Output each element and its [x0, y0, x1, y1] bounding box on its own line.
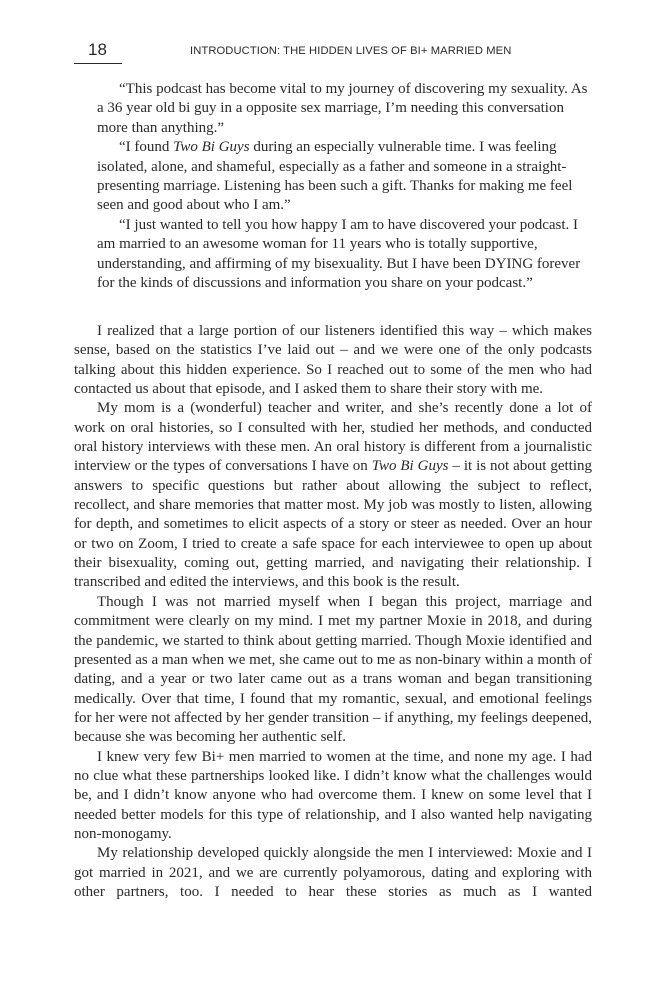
running-title: INTRODUCTION: THE HIDDEN LIVES OF BI+ MARRIED MEN	[190, 45, 512, 57]
page-number-rule	[74, 63, 122, 64]
body-text	[74, 322, 592, 902]
page-number: 18	[88, 40, 107, 59]
listener-quote: “I just wanted to tell you how happy I am to have discovered your podcast. I am married to an awesome woman for 11 years who is totally supportive, understanding, and affirming of my bisexuality. But I have been DYING forever for the kinds of discussions and information you share on your podcast.”	[97, 216, 581, 292]
page-header	[74, 40, 594, 66]
body-paragraph: My relationship developed quickly alongside the men I interviewed: Moxie and I got married in 2021, and we are currently polyamorous, dating and exploring with other partners, too. I needed to hear these stories as much as I wanted	[74, 845, 592, 900]
podcast-title: Two Bi Guys	[173, 139, 250, 156]
body-paragraph: Though I was not married myself when I began this project, marriage and commitment were clearly on my mind. I met my partner Moxie in 2018, and during the pandemic, we started to think about getting married. Though Moxie identified and presented as a man when we met, she came out to me as non-binary within a month of dating, and a year or two later came out as a trans woman and began transitioning medically. Over that time, I found that my romantic, sexual, and emotional feelings for her were not affected by her gender transition – if anything, my feelings deepened, because she was becoming her authentic self.	[74, 593, 592, 746]
podcast-title: Two Bi Guys	[371, 458, 449, 475]
body-paragraph: My mom is a (wonderful) teacher and writer, and she’s recently done a lot of work on oral histories, so I consulted with her, studied her methods, and conducted oral history interviews with these men. An oral history is different from a journalistic interview or the types of conversations I have on Two Bi Guys – it is not about getting answers to specific questions but rather about allowing the subject to reflect, recollect, and share memories that matter most. My job was mostly to listen, allowing for depth, and sometimes to elicit aspects of a story or steer as needed. Over an hour or two on Zoom, I tried to create a safe space for each interviewee to open up about their bisexuality, coming out, getting married, and navigating their relationship. I transcribed and edited the interviews, and this book is the result.	[74, 400, 592, 591]
listener-quotes	[97, 80, 592, 293]
listener-quote: “I found Two Bi Guys during an especially vulnerable time. I was feeling isolated, alone, and shameful, especially as a father and someone in a straight-presenting marriage. Listening has been such a gift. Thanks for making me feel seen and good about who I am.”	[97, 139, 573, 214]
body-paragraph: I knew very few Bi+ men married to women at the time, and none my age. I had no clue what these partnerships looked like. I didn’t know what the challenges would be, and I didn’t know anyone who had overcome them. I knew on some level that I needed better models for this type of relationship, and I also wanted help navigating non-monogamy.	[74, 748, 592, 842]
body-paragraph: I realized that a large portion of our listeners identified this way – which makes sense, based on the statistics I’ve laid out – and we were one of the only podcasts talking about this hidden experience. So I reached out to some of the men who had contacted us about that episode, and I asked them to share their story with me.	[74, 323, 592, 398]
listener-quote: “This podcast has become vital to my journey of discovering my sexuality. As a 36 year old bi guy in a opposite sex marriage, I’m needing this conversation more than anything.”	[97, 81, 588, 136]
